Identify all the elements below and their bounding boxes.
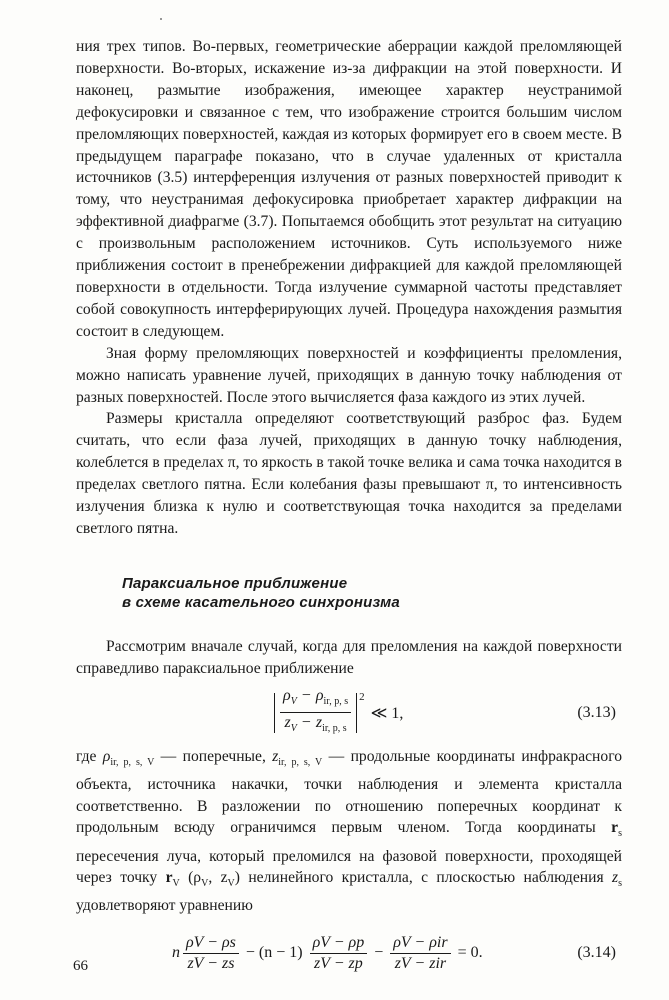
equation-3-14-middle: − (n − 1)	[245, 944, 303, 962]
equation-3-13-number: (3.13)	[577, 703, 616, 721]
equation-3-14-fraction-3: $\frac{\text{ρV − ρir}}{\text{zV − zir}}$	[390, 934, 450, 973]
paragraph-after: где $\rho_{ir, p, s, V}$ — поперечные, $z_{ir, p, s, V}$ — продольные координаты инфракрасного объекта, источника накачки, точки наблюдения и элемента кристалла соответственно. В разложении по отношению поперечных координат к продольным всюду ограничимся первым членом. Тогда координаты $r_s$ пересечения луча, который преломился на фазовой поверхности, проходящей через точку $r_V$ ($\rho_V$, $z_V$) нелинейного кристалла, с плоскостью наблюдения $z_s$ удовлетворяют уравнению	[76, 747, 623, 915]
equation-3-14-rhs: = 0.	[457, 944, 483, 962]
scan-speck	[160, 18, 162, 20]
equation-3-13-body	[272, 686, 403, 740]
equation-3-13-rhs: ≪ 1,	[370, 704, 404, 722]
equation-3-14	[76, 923, 622, 983]
equation-3-14-number: (3.14)	[577, 944, 616, 962]
section-heading-line2: в схеме касательного синхронизма	[122, 593, 400, 611]
equation-3-13	[76, 686, 622, 740]
page-number: 66	[73, 958, 88, 974]
equation-3-13-denominator: $z_V - z_{ir, p, s}$	[284, 714, 347, 735]
equation-3-14-body	[172, 923, 483, 983]
equation-3-13-exponent: 2	[359, 690, 365, 703]
paragraph-3: Размеры кристалла определяют соответствующий разброс фаз. Будем считать, что если фаза лучей, приходящих в данную точку наблюдения, колеблется в пределах π, то яркость в такой точке велика и сама точка находится в пределах светлого пятна. Если колебания фазы превышают π, то интенсивность излучения близка к нулю и соответствующая точка находится за пределами светлого пятна.	[76, 410, 623, 537]
section-heading-line1: Параксиальное приближение	[122, 574, 348, 592]
paragraph-1: ния трех типов. Во-первых, геометрические аберрации каждой преломляющей поверхности. Во-вторых, искажение из-за дифракции на этой поверхности. И наконец, размытие изображения, имеющее характер неустранимой дефокусировки и связанное с тем, что изображение строится большим числом преломляющих поверхностей, каждая из которых формирует его в своем месте. В предыдущем параграфе показано, что в случае удаленных от кристалла источников (3.5) интерференция излучения от разных поверхностей приводит к тому, что неустранимая дефокусировка приобретает характер дифракции на эффективной диафрагме (3.7). Попытаемся обобщить этот результат на ситуацию с произвольным расположением источников. Суть используемого ниже приближения состоит в пренебрежении дифракцией для каждой преломляющей поверхности в отдельности. Тогда излучение суммарной частоты представляет собой совокупность интерферирующих лучей. Процедура нахождения размытия состоит в следующем.	[76, 38, 622, 340]
paragraph-intro: Рассмотрим вначале случай, когда для преломления на каждой поверхности справедливо параксиальное приближение	[76, 637, 622, 677]
section-heading	[122, 574, 622, 612]
abs-bar-left	[274, 693, 275, 733]
equation-3-14-n: n	[172, 944, 180, 962]
equation-3-13-numerator: $\rho_V - \rho_{ir, p, s}$	[280, 687, 351, 713]
paragraph-2: Зная форму преломляющих поверхностей и коэффициенты преломления, можно написать уравнение лучей, приходящих в данную точку наблюдения от разных поверхностей. После этого вычисляется фаза каждого из этих лучей.	[76, 344, 622, 406]
equation-3-14-minus: −	[374, 944, 384, 962]
equation-3-14-fraction-1: $\frac{\rho V - \rho s}{zV - zs}$	[183, 934, 239, 973]
abs-bar-right	[356, 693, 357, 733]
equation-3-14-fraction-2: $\frac{\rho V - \rho p}{zV - zp}$	[310, 934, 368, 973]
page-body	[76, 36, 622, 983]
equation-3-13-fraction	[280, 687, 351, 738]
